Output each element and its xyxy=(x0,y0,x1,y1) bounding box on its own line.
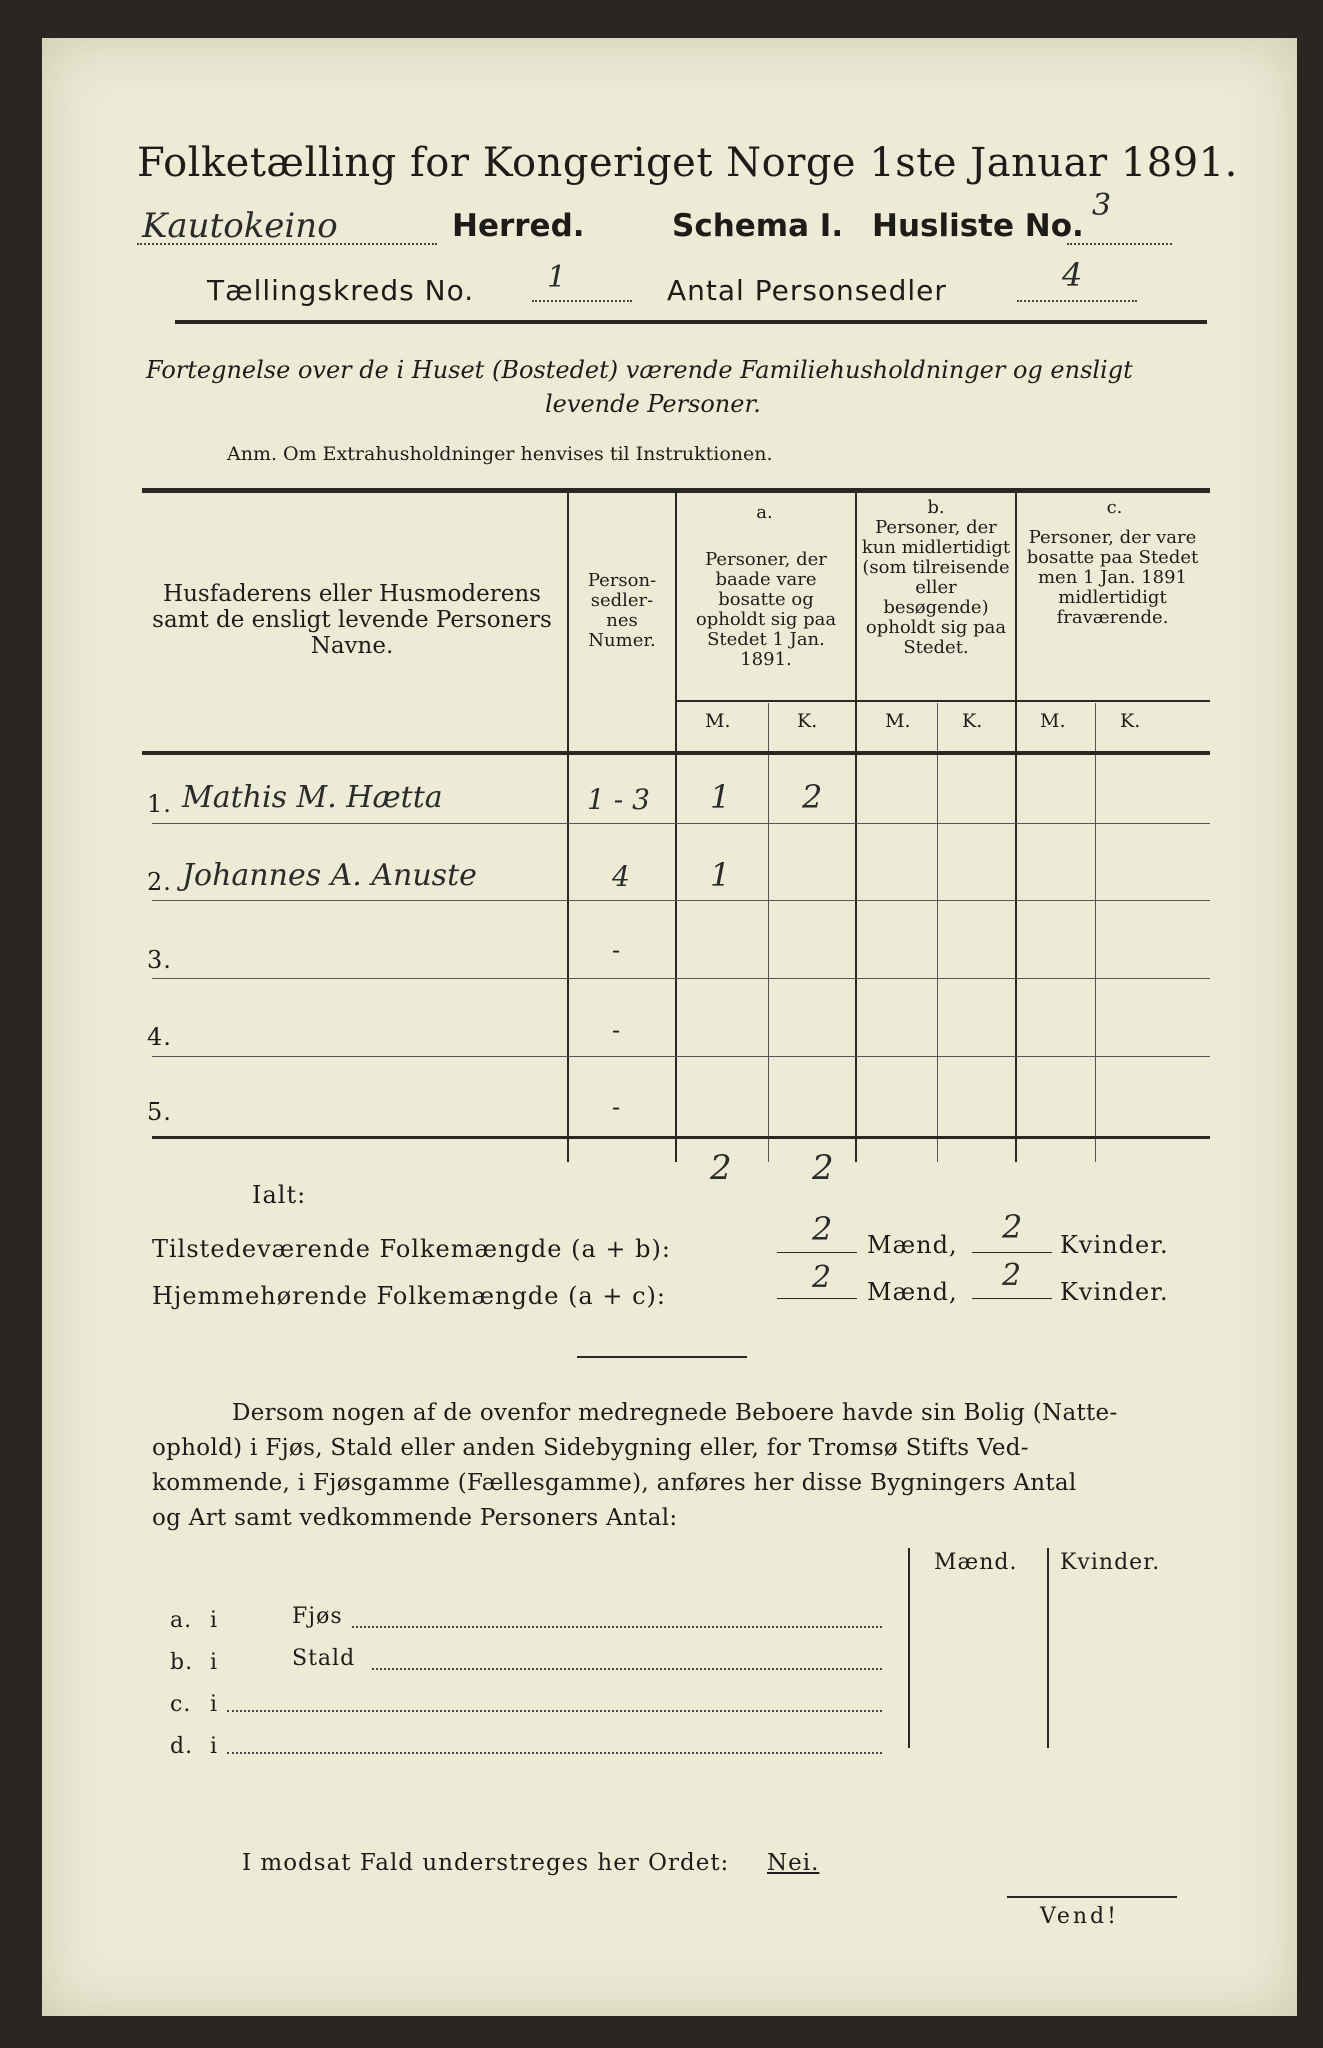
row-4-num: - xyxy=(612,1016,622,1044)
row-2-name: Johannes A. Anuste xyxy=(182,858,477,893)
bld-b-dots xyxy=(372,1668,882,1670)
antal-dotted-line xyxy=(1017,300,1137,302)
vend-rule xyxy=(1007,1896,1177,1898)
row-1-no: 1. xyxy=(147,790,172,818)
col-b-header: Personer, der kun midlertidigt (som tilreisende eller besøgende) opholdt sig paa Stedet. xyxy=(861,517,1011,658)
antal-label: Antal Personsedler xyxy=(667,274,947,307)
bld-a-dots xyxy=(352,1626,882,1628)
buildings-line2: ophold) i Fjøs, Stald eller anden Sidebygning eller, for Tromsø Stifts Ved- xyxy=(152,1435,1029,1461)
bld-c-letter: c. xyxy=(170,1692,192,1717)
kreds-label: Tællingskreds No. xyxy=(207,274,475,307)
row-1-am: 1 xyxy=(710,778,731,816)
tilst-maend: Mænd, xyxy=(867,1231,958,1259)
col-divider-2 xyxy=(675,490,677,1162)
ialt-m: 2 xyxy=(710,1148,732,1188)
col-a-header: Personer, der baade vare bosatte og opholdt sig paa Stedet 1 Jan. 1891. xyxy=(695,549,837,670)
bld-b-letter: b. xyxy=(170,1650,194,1675)
herred-value: Kautokeino xyxy=(142,206,338,246)
col-divider-1 xyxy=(567,490,569,1162)
herred-dotted-line xyxy=(137,243,437,245)
intro-line2: levende Personer. xyxy=(545,390,761,418)
bld-d-dots xyxy=(227,1752,882,1754)
col-divider-4 xyxy=(1015,490,1017,1162)
tilst-m: 2 xyxy=(812,1210,833,1248)
c-m-label: M. xyxy=(1040,710,1066,732)
vend-text: Vend! xyxy=(1040,1904,1119,1929)
header-bottom-rule xyxy=(142,751,1210,755)
buildings-line1: Dersom nogen af de ovenfor medregnede Beboere havde sin Bolig (Natte- xyxy=(232,1400,1118,1426)
hjem-m: 2 xyxy=(812,1260,832,1295)
row-3-no: 3. xyxy=(147,946,172,974)
intro-line1: Fortegnelse over de i Huset (Bostedet) værende Familiehusholdninger og ensligt xyxy=(146,356,1133,384)
col-b-letter: b. xyxy=(927,497,945,518)
col-names-header: Husfaderens eller Husmoderens samt de ensligt levende Personers Navne. xyxy=(152,581,552,659)
mk-rule xyxy=(675,700,1210,702)
row-4-no: 4. xyxy=(147,1023,172,1051)
tilst-label: Tilstedeværende Folkemængde (a + b): xyxy=(152,1235,671,1263)
bld-d-i: i xyxy=(210,1734,219,1759)
husliste-value: 3 xyxy=(1092,188,1112,223)
a-m-label: M. xyxy=(705,710,731,732)
section-divider xyxy=(577,1356,747,1358)
tilst-k-line xyxy=(972,1252,1052,1253)
b-m-label: M. xyxy=(885,710,911,732)
row-5-num: - xyxy=(612,1093,622,1121)
hjem-maend: Mænd, xyxy=(867,1278,958,1306)
bld-b-i: i xyxy=(210,1650,219,1675)
c-k-label: K. xyxy=(1120,710,1141,732)
nei-word: Nei. xyxy=(767,1850,820,1876)
bld-a-i: i xyxy=(210,1608,219,1633)
bld-d-letter: d. xyxy=(170,1734,194,1759)
tilst-m-line xyxy=(777,1252,857,1253)
row-1-rule xyxy=(152,823,1210,824)
col-c-letter: c. xyxy=(1106,497,1123,518)
row-1-name: Mathis M. Hætta xyxy=(182,780,443,815)
schema-label: Schema I. xyxy=(672,208,844,244)
anm-note: Anm. Om Extrahusholdninger henvises til Instruktionen. xyxy=(227,443,773,465)
col-a-letter: a. xyxy=(756,502,773,523)
hjem-kvinder: Kvinder. xyxy=(1060,1278,1169,1306)
mk-divider-c xyxy=(1095,703,1096,1162)
modsat-text: I modsat Fald understreges her Ordet: xyxy=(242,1850,730,1876)
hjem-label: Hjemmehørende Folkemængde (a + c): xyxy=(152,1282,666,1310)
bld-divider-1 xyxy=(908,1548,910,1748)
col-c-header: Personer, der vare bosatte paa Stedet men 1 Jan. 1891 midlertidigt fraværende. xyxy=(1026,527,1199,628)
hjem-m-line xyxy=(777,1298,857,1299)
row-2-am: 1 xyxy=(710,856,731,894)
row-1-ak: 2 xyxy=(802,778,823,816)
row-5-no: 5. xyxy=(147,1098,172,1126)
col-kvinder-label: Kvinder. xyxy=(1060,1550,1161,1575)
row-3-num: - xyxy=(612,936,622,964)
row-2-num: 4 xyxy=(612,860,630,893)
kreds-dotted-line xyxy=(532,300,632,302)
bld-b-label: Stald xyxy=(292,1646,356,1671)
bld-a-label: Fjøs xyxy=(292,1604,343,1629)
buildings-line4: og Art samt vedkommende Personers Antal: xyxy=(152,1505,678,1531)
row-2-no: 2. xyxy=(147,868,172,896)
table-bottom-rule xyxy=(152,1136,1210,1139)
col-num-header: Person-sedler-nes Numer. xyxy=(587,570,657,651)
a-k-label: K. xyxy=(797,710,818,732)
bld-c-i: i xyxy=(210,1692,219,1717)
census-form-page xyxy=(42,38,1297,2016)
col-maend-label: Mænd. xyxy=(934,1550,1018,1575)
hjem-k: 2 xyxy=(1002,1258,1022,1293)
bld-c-dots xyxy=(227,1710,882,1712)
mk-divider-b xyxy=(937,703,938,1162)
form-title: Folketælling for Kongeriget Norge 1ste Januar 1891. xyxy=(137,140,1238,186)
header-rule xyxy=(175,320,1207,324)
b-k-label: K. xyxy=(962,710,983,732)
kreds-value: 1 xyxy=(547,260,567,295)
row-3-rule xyxy=(152,978,1210,979)
tilst-kvinder: Kvinder. xyxy=(1060,1231,1169,1259)
col-divider-3 xyxy=(855,490,857,1162)
ialt-label: Ialt: xyxy=(252,1181,307,1209)
hjem-k-line xyxy=(972,1298,1052,1299)
husliste-dotted-line xyxy=(1067,243,1172,245)
herred-label: Herred. xyxy=(452,208,585,244)
tilst-k: 2 xyxy=(1002,1208,1023,1246)
ialt-k: 2 xyxy=(812,1148,834,1188)
row-1-num: 1 - 3 xyxy=(587,783,650,816)
row-2-rule xyxy=(152,900,1210,901)
bld-a-letter: a. xyxy=(170,1608,193,1633)
row-4-rule xyxy=(152,1056,1210,1057)
husliste-label: Husliste No. xyxy=(872,208,1084,244)
bld-divider-2 xyxy=(1047,1548,1049,1748)
mk-divider-a xyxy=(768,703,769,1162)
antal-value: 4 xyxy=(1062,256,1083,294)
buildings-line3: kommende, i Fjøsgamme (Fællesgamme), anføres her disse Bygningers Antal xyxy=(152,1470,1077,1496)
